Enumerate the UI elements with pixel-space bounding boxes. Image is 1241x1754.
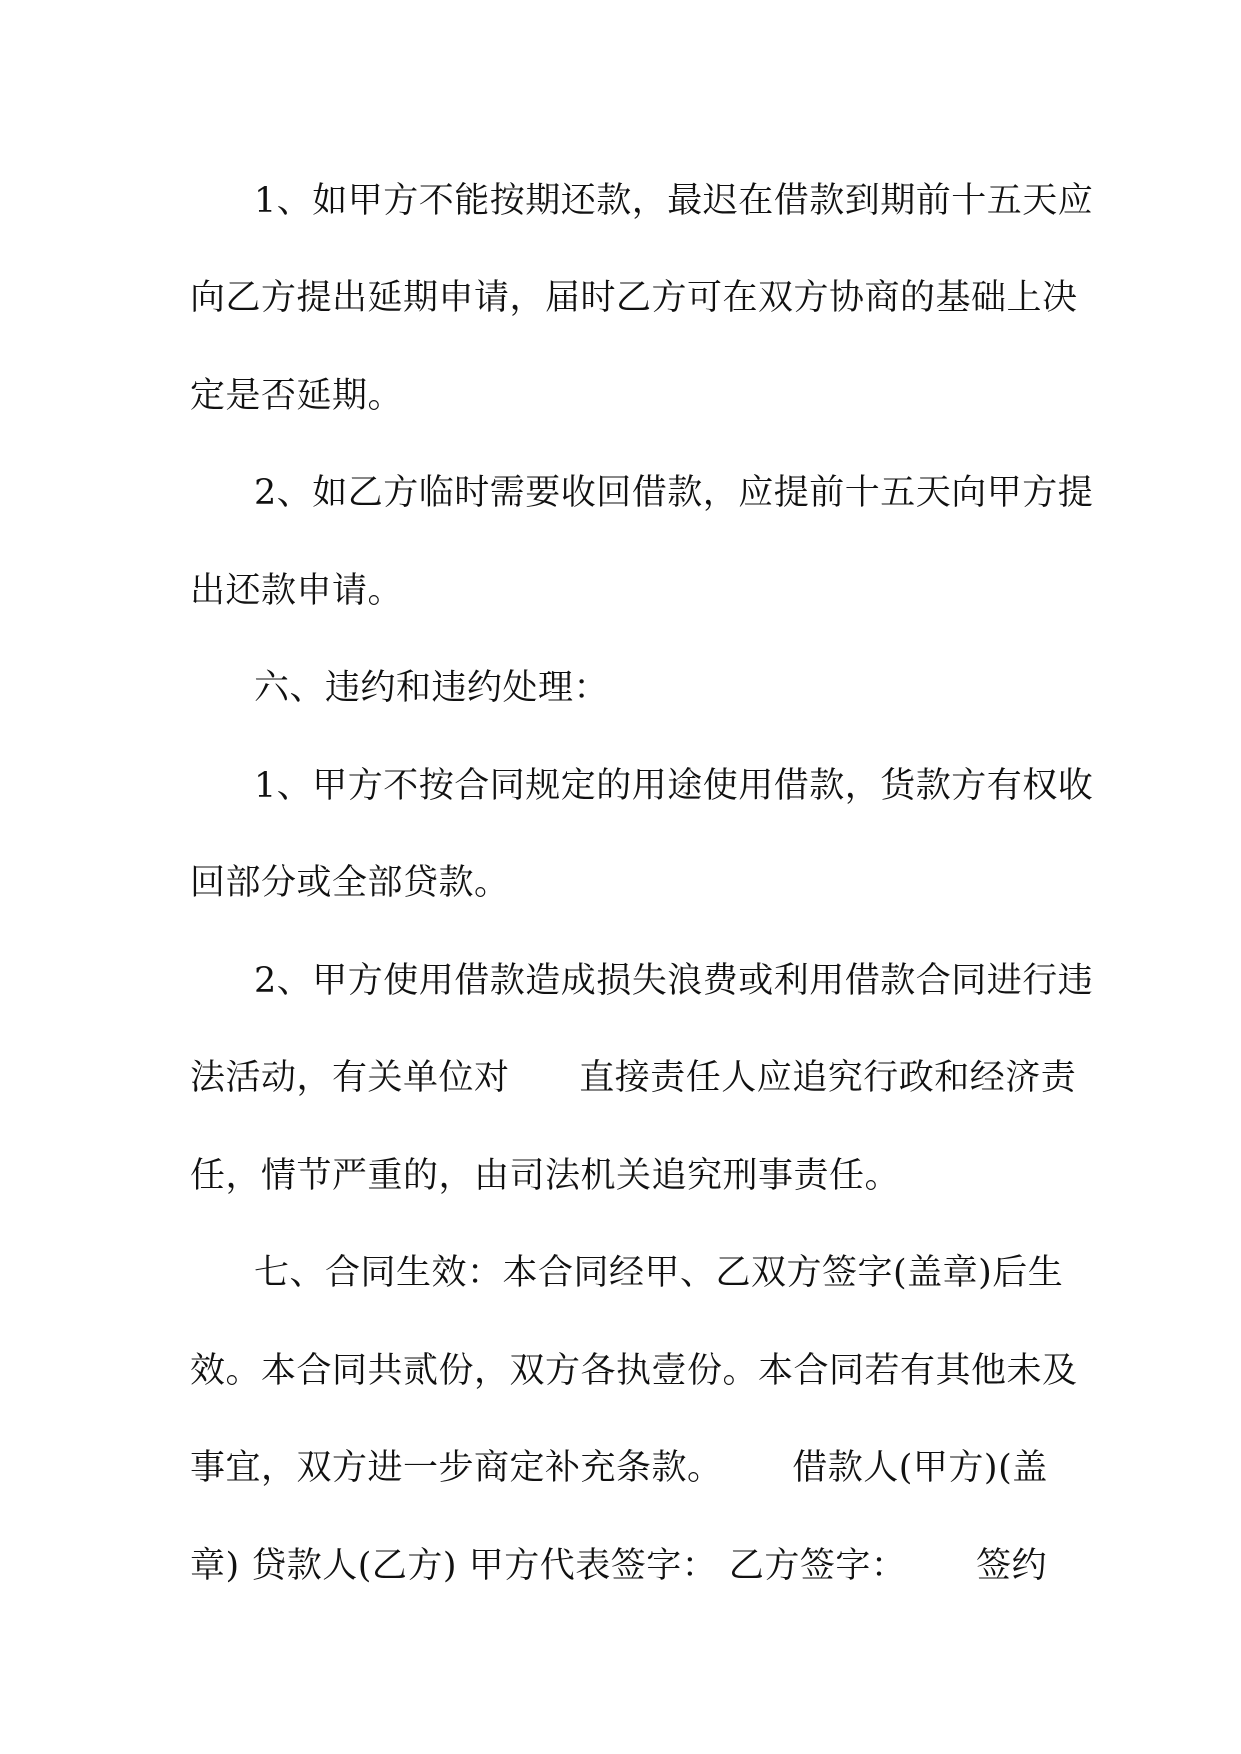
paragraph-line: 回部分或全部贷款。 xyxy=(190,863,510,903)
paragraph-line: 2、如乙方临时需要收回借款，应提前十五天向甲方提 xyxy=(254,473,1094,513)
paragraph-line: 1、如甲方不能按期还款，最迟在借款到期前十五天应 xyxy=(254,181,1094,221)
paragraph-line: 七、合同生效：本合同经甲、乙双方签字(盖章)后生 xyxy=(254,1253,1064,1293)
paragraph-line: 效。本合同共贰份，双方各执壹份。本合同若有其他未及 xyxy=(190,1351,1078,1391)
paragraph-line: 出还款申请。 xyxy=(190,571,404,611)
paragraph-line: 向乙方提出延期申请，届时乙方可在双方协商的基础上决 xyxy=(190,278,1078,318)
paragraph-line: 章) 贷款人(乙方) 甲方代表签字： 乙方签字： 签约 xyxy=(190,1546,1048,1586)
paragraph-line: 任，情节严重的，由司法机关追究刑事责任。 xyxy=(190,1156,901,1196)
paragraph-line: 2、甲方使用借款造成损失浪费或利用借款合同进行违 xyxy=(254,961,1094,1001)
paragraph-line: 法活动，有关单位对 直接责任人应追究行政和经济责 xyxy=(190,1058,1077,1098)
section-heading: 六、违约和违约处理： xyxy=(254,668,610,708)
paragraph-line: 定是否延期。 xyxy=(190,376,404,416)
paragraph-line: 事宜，双方进一步商定补充条款。 借款人(甲方)(盖 xyxy=(190,1448,1048,1488)
paragraph-line: 1、甲方不按合同规定的用途使用借款，货款方有权收 xyxy=(254,766,1094,806)
